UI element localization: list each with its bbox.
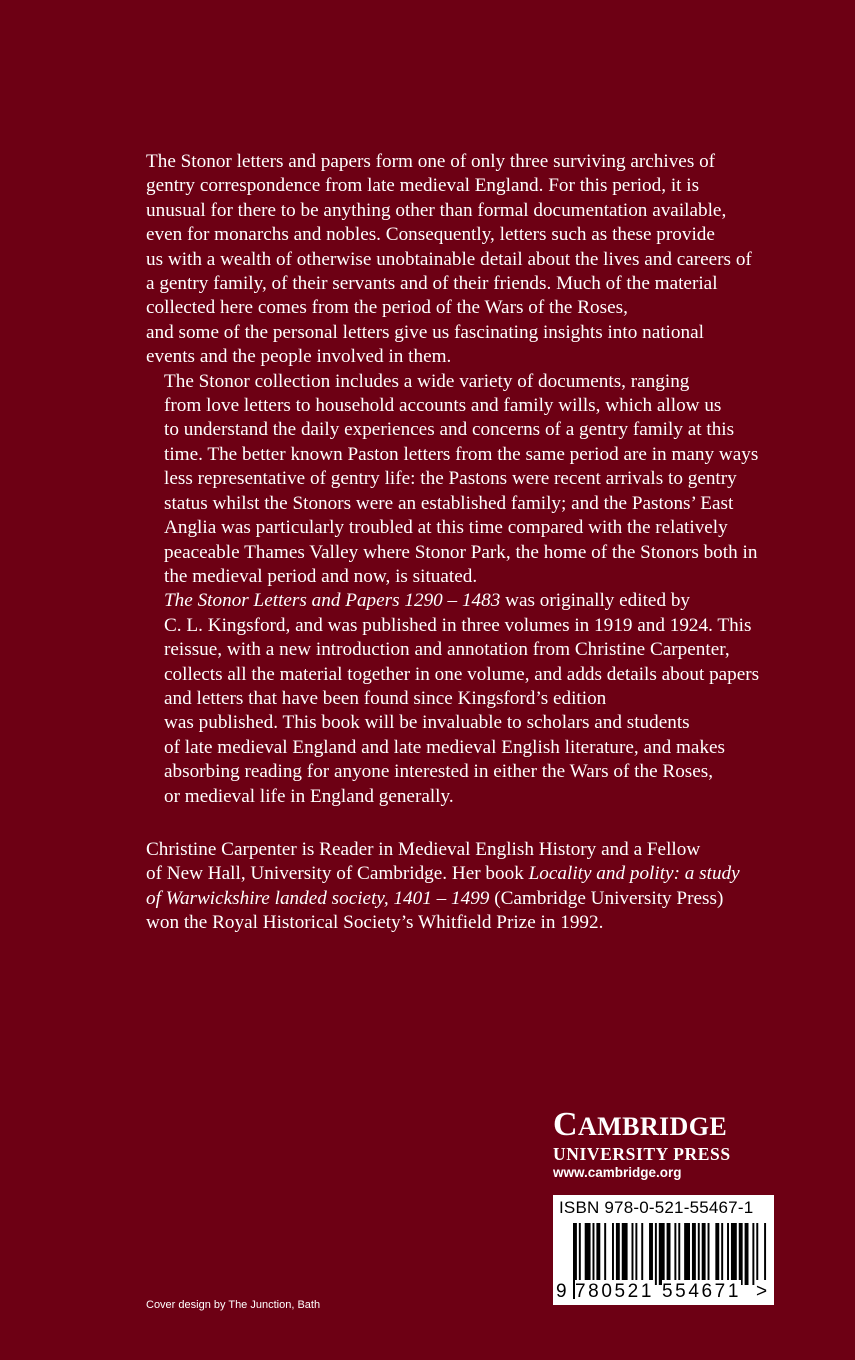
barcode-bar bbox=[622, 1223, 628, 1285]
barcode-bar bbox=[692, 1223, 696, 1285]
bio-line-3: of Warwickshire landed society, 1401 – 1499 (Cambridge University Press) bbox=[146, 887, 724, 909]
barcode-bar bbox=[616, 1223, 620, 1285]
publisher-name: CAMBRIDGE bbox=[553, 1106, 728, 1143]
bio-line-1: Christine Carpenter is Reader in Medieval English History and a Fellow bbox=[146, 839, 701, 860]
description-p2-line: the medieval period and now, is situated. bbox=[164, 565, 478, 587]
barcode-bar bbox=[678, 1223, 680, 1285]
barcode-bar bbox=[659, 1223, 665, 1285]
barcode-bar bbox=[612, 1223, 614, 1285]
bio-line-4: won the Royal Historical Society’s Whitfield Prize in 1992. bbox=[146, 912, 604, 934]
barcode-bar bbox=[756, 1223, 758, 1285]
description-p1-line: collected here comes from the period of the Wars of the Roses, bbox=[146, 297, 628, 319]
barcode-arrow: > bbox=[756, 1281, 768, 1302]
barcode-bar bbox=[739, 1223, 743, 1285]
barcode-bar bbox=[655, 1223, 657, 1285]
barcode-bar bbox=[641, 1223, 643, 1285]
description-p1-line: gentry correspondence from late medieval England. For this period, it is bbox=[146, 175, 700, 197]
description-p1-line: even for monarchs and nobles. Consequently, letters such as these provide bbox=[146, 224, 715, 246]
description-p2-line: The Stonor collection includes a wide variety of documents, ranging bbox=[164, 370, 690, 392]
description-p1-line: events and the people involved in them. bbox=[146, 346, 452, 368]
description-p3-line: collects all the material together in one volume, and adds details about papers bbox=[164, 663, 760, 685]
barcode-digits bbox=[553, 1280, 774, 1304]
barcode-bar bbox=[745, 1223, 749, 1285]
description-p3-line: of late medieval England and late medieval English literature, and makes bbox=[164, 736, 726, 758]
barcode-bar bbox=[632, 1223, 634, 1285]
description-p2-line: less representative of gentry life: the Pastons were recent arrivals to gentry bbox=[164, 468, 737, 490]
description-p2-line: from love letters to household accounts and family wills, which allow us bbox=[164, 395, 722, 417]
barcode-bar bbox=[731, 1223, 737, 1285]
barcode-bar bbox=[585, 1223, 591, 1285]
book-description bbox=[146, 150, 816, 809]
barcode-bar bbox=[674, 1223, 676, 1285]
description-paragraph-2 bbox=[146, 370, 816, 590]
barcode-bar bbox=[649, 1223, 653, 1285]
description-p3-line: was published. This book will be invaluable to scholars and students bbox=[164, 712, 690, 734]
publisher-logo bbox=[553, 1106, 775, 1182]
barcode-bar bbox=[752, 1223, 754, 1285]
barcode-bar bbox=[596, 1223, 600, 1285]
description-p2-line: to understand the daily experiences and concerns of a gentry family at this bbox=[164, 419, 735, 441]
isbn-label: ISBN 978-0-521-55467-1 bbox=[559, 1198, 754, 1217]
barcode-left-digits: 780521 bbox=[575, 1281, 655, 1302]
description-p1-line: a gentry family, of their servants and of their friends. Much of the material bbox=[146, 273, 718, 295]
barcode-bar bbox=[764, 1223, 766, 1285]
description-p3-line: reissue, with a new introduction and annotation from Christine Carpenter, bbox=[164, 639, 730, 661]
description-p1-line: and some of the personal letters give us fascinating insights into national bbox=[146, 321, 704, 343]
barcode-bar bbox=[593, 1223, 595, 1285]
bio-line-2: of New Hall, University of Cambridge. Her book Locality and polity: a study bbox=[146, 863, 740, 885]
author-bio bbox=[146, 838, 816, 936]
barcode-lead-digit: 9 bbox=[556, 1281, 567, 1302]
barcode-bar bbox=[708, 1223, 710, 1285]
barcode-right-digits: 554671 bbox=[662, 1281, 742, 1302]
publisher-url: www.cambridge.org bbox=[553, 1165, 682, 1180]
barcode-bar bbox=[684, 1223, 690, 1285]
description-p1-line: us with a wealth of otherwise unobtainable detail about the lives and careers of bbox=[146, 248, 752, 270]
barcode-bar bbox=[698, 1223, 700, 1285]
barcode-bar bbox=[727, 1223, 729, 1285]
description-paragraph-3 bbox=[146, 589, 816, 809]
isbn-barcode bbox=[553, 1195, 774, 1305]
barcode-bar bbox=[604, 1223, 606, 1285]
description-p1-line: The Stonor letters and papers form one of only three surviving archives of bbox=[146, 151, 716, 172]
description-p3-line: and letters that have been found since Kingsford’s edition bbox=[164, 687, 607, 709]
description-p2-line: peaceable Thames Valley where Stonor Park, the home of the Stonors both in bbox=[164, 541, 758, 563]
description-p3-line: absorbing reading for anyone interested in either the Wars of the Roses, bbox=[164, 761, 714, 783]
publisher-press: UNIVERSITY PRESS bbox=[553, 1144, 731, 1164]
book-title-italic: The Stonor Letters and Papers 1290 – 1483 bbox=[164, 590, 501, 612]
description-p3-line: or medieval life in England generally. bbox=[164, 785, 454, 807]
description-paragraph-1 bbox=[146, 150, 816, 370]
barcode-bar bbox=[635, 1223, 637, 1285]
description-p2-line: time. The better known Paston letters from the same period are in many ways bbox=[164, 443, 759, 465]
barcode-bar bbox=[667, 1223, 671, 1285]
description-p3-first-line: The Stonor Letters and Papers 1290 – 1483 was originally edited by bbox=[164, 590, 691, 612]
description-p3-line: C. L. Kingsford, and was published in three volumes in 1919 and 1924. This bbox=[164, 614, 752, 636]
cover-credit: Cover design by The Junction, Bath bbox=[146, 1299, 321, 1311]
barcode-bar bbox=[702, 1223, 706, 1285]
description-p2-line: status whilst the Stonors were an established family; and the Pastons’ East bbox=[164, 492, 734, 514]
description-p2-line: Anglia was particularly troubled at this time compared with the relatively bbox=[164, 517, 728, 539]
description-p1-line: unusual for there to be anything other than formal documentation available, bbox=[146, 199, 727, 221]
